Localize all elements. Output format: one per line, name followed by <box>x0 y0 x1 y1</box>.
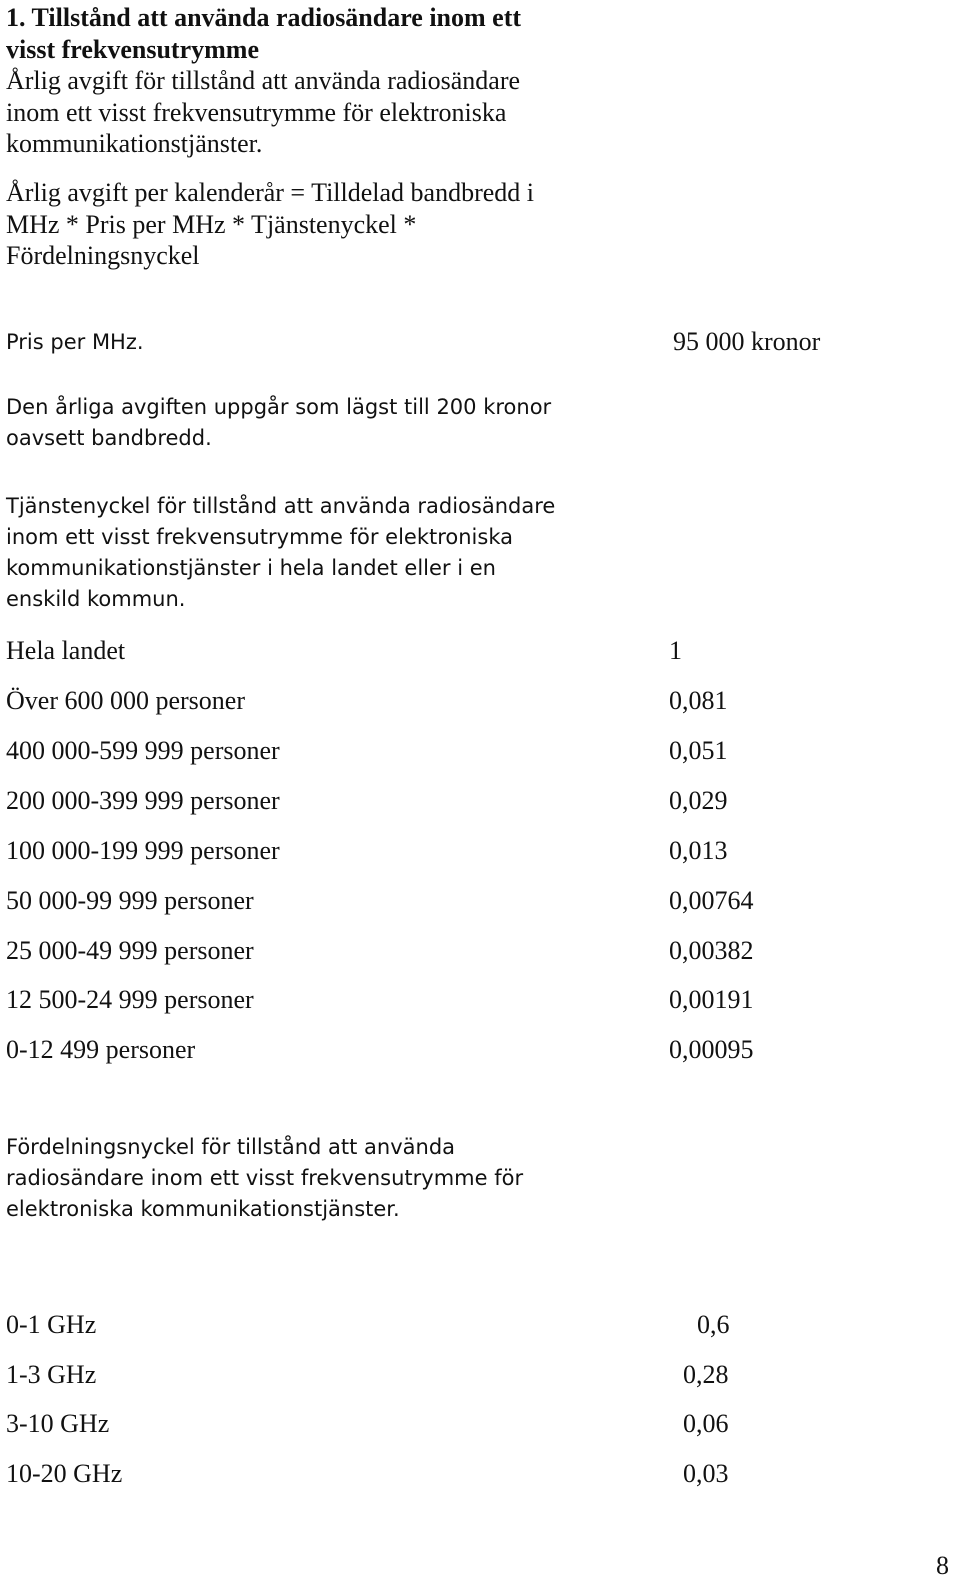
row-value: 1 <box>669 636 682 665</box>
heading-line: 1. Tillstånd att använda radiosändare inom ett <box>6 3 522 32</box>
intro-line: kommunikationstjänster. <box>6 129 263 158</box>
formula-line: MHz * Pris per MHz * Tjänstenyckel * <box>6 209 417 239</box>
service-key-line: kommunikationstjänster i hela landet eller i en <box>6 556 496 580</box>
row-label: 0-12 499 personer <box>6 1035 196 1064</box>
formula-line: Årlig avgift per kalenderår = Tilldelad bandbredd i <box>6 178 535 207</box>
fee-formula <box>6 177 534 272</box>
minimum-fee-note <box>6 392 551 454</box>
minimum-fee-line: Den årliga avgiften uppgår som lägst till 200 kronor <box>6 395 552 419</box>
row-value: 0,081 <box>669 686 728 715</box>
row-value: 0,00095 <box>669 1035 754 1064</box>
row-label: 200 000-399 999 personer <box>6 786 280 815</box>
service-key-line: inom ett visst frekvensutrymme för elektroniska <box>6 525 513 549</box>
distribution-key-line: Fördelningsnyckel för tillstånd att använda <box>6 1135 456 1159</box>
table-row <box>6 935 906 967</box>
row-label: 50 000-99 999 personer <box>6 886 254 915</box>
row-value: 0,6 <box>697 1310 730 1339</box>
minimum-fee-line: oavsett bandbredd. <box>6 426 212 450</box>
row-value: 0,013 <box>669 836 728 865</box>
table-row <box>6 735 906 767</box>
table-row <box>6 1408 906 1440</box>
row-value: 0,06 <box>683 1409 729 1438</box>
heading-line: visst frekvensutrymme <box>6 34 259 64</box>
table-row <box>6 835 906 867</box>
table-row <box>6 635 906 667</box>
table-row <box>6 984 906 1016</box>
row-label: 400 000-599 999 personer <box>6 736 280 765</box>
row-label: 1-3 GHz <box>6 1360 97 1389</box>
table-row <box>6 785 906 817</box>
distribution-key-line: radiosändare inom ett visst frekvensutrymme för <box>6 1166 524 1190</box>
distribution-key-intro <box>6 1132 523 1225</box>
price-value: 95 000 kronor <box>673 327 821 356</box>
row-label: 12 500-24 999 personer <box>6 985 254 1014</box>
row-value: 0,00764 <box>669 886 754 915</box>
intro-line: inom ett visst frekvensutrymme för elektroniska <box>6 97 507 127</box>
row-label: 25 000-49 999 personer <box>6 936 254 965</box>
row-label: 100 000-199 999 personer <box>6 836 280 865</box>
section-heading <box>6 2 521 65</box>
row-label: 0-1 GHz <box>6 1310 97 1339</box>
row-value: 0,00382 <box>669 936 754 965</box>
table-row <box>6 1359 906 1391</box>
service-key-line: Tjänstenyckel för tillstånd att använda radiosändare <box>6 494 556 518</box>
row-label: Över 600 000 personer <box>6 686 245 715</box>
row-value: 0,00191 <box>669 985 754 1014</box>
intro-paragraph <box>6 65 520 160</box>
formula-line: Fördelningsnyckel <box>6 241 200 270</box>
intro-line: Årlig avgift för tillstånd att använda radiosändare <box>6 66 521 95</box>
service-key-line: enskild kommun. <box>6 587 186 611</box>
row-label: 3-10 GHz <box>6 1409 110 1438</box>
row-value: 0,28 <box>683 1360 729 1389</box>
row-value: 0,051 <box>669 736 728 765</box>
row-value: 0,03 <box>683 1459 729 1488</box>
row-label: 10-20 GHz <box>6 1459 123 1488</box>
distribution-key-line: elektroniska kommunikationstjänster. <box>6 1197 400 1221</box>
row-value: 0,029 <box>669 786 728 815</box>
table-row <box>6 885 906 917</box>
table-row <box>6 1458 906 1490</box>
service-key-intro <box>6 491 555 615</box>
price-label: Pris per MHz. <box>6 330 144 354</box>
row-label: Hela landet <box>6 636 126 665</box>
table-row <box>6 1309 906 1341</box>
table-row <box>6 1034 906 1066</box>
table-row <box>6 685 906 717</box>
page-number: 8 <box>936 1551 949 1580</box>
